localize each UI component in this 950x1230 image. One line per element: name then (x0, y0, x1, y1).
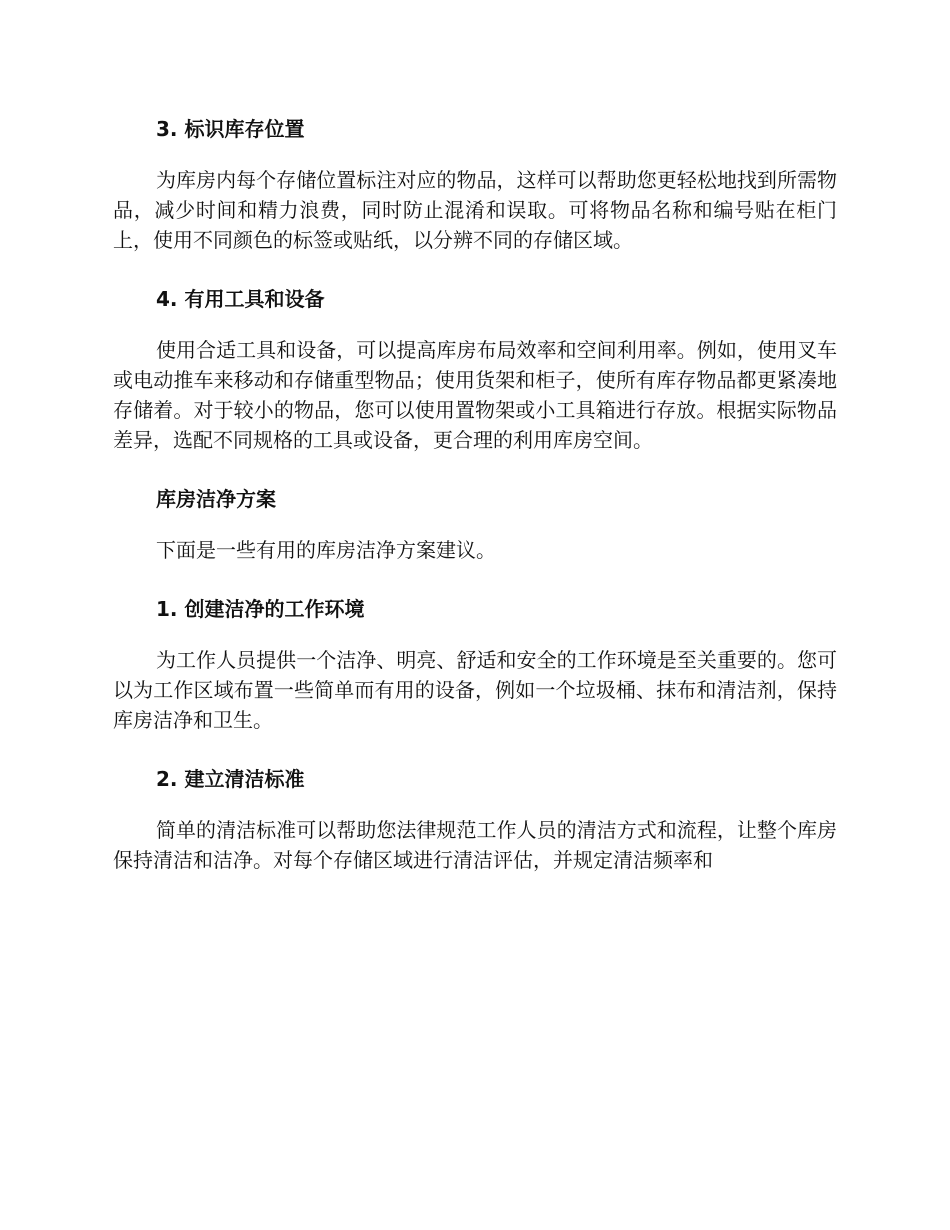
section-heading-3-inventory-location: 3. 标识库存位置 (156, 117, 305, 141)
section-heading-cleaning-plan: 库房洁净方案 (156, 487, 276, 511)
section-paragraph-2-cleaning-standard: 简单的清洁标准可以帮助您法律规范工作人员的清洁方式和流程，让整个库房保持清洁和洁净。对每个存储区域进行清洁评估，并规定清洁频率和 (113, 818, 837, 872)
section-paragraph-4-tools-equipment: 使用合适工具和设备，可以提高库房布局效率和空间利用率。例如，使用叉车或电动推车来移动和存储重型物品；使用货架和柜子，使所有库存物品都更紧凑地存储着。对于较小的物品，您可以使用置物架或小工具箱进行存放。根据实际物品差异，选配不同规格的工具或设备，更合理的利用库房空间。 (113, 338, 837, 452)
section-heading-2-cleaning-standard: 2. 建立清洁标准 (156, 767, 305, 791)
section-paragraph-1-clean-environment: 为工作人员提供一个洁净、明亮、舒适和安全的工作环境是至关重要的。您可以为工作区域布置一些简单而有用的设备，例如一个垃圾桶、抹布和清洁剂，保持库房洁净和卫生。 (113, 648, 837, 732)
section-heading-4-tools-equipment: 4. 有用工具和设备 (156, 287, 325, 311)
section-heading-1-clean-environment: 1. 创建洁净的工作环境 (156, 597, 365, 621)
section-paragraph-3-inventory-location: 为库房内每个存储位置标注对应的物品，这样可以帮助您更轻松地找到所需物品，减少时间和精力浪费，同时防止混淆和误取。可将物品名称和编号贴在柜门上，使用不同颜色的标签或贴纸，以分辨不同的存储区域。 (113, 168, 837, 252)
section-paragraph-cleaning-plan: 下面是一些有用的库房洁净方案建议。 (156, 538, 496, 562)
